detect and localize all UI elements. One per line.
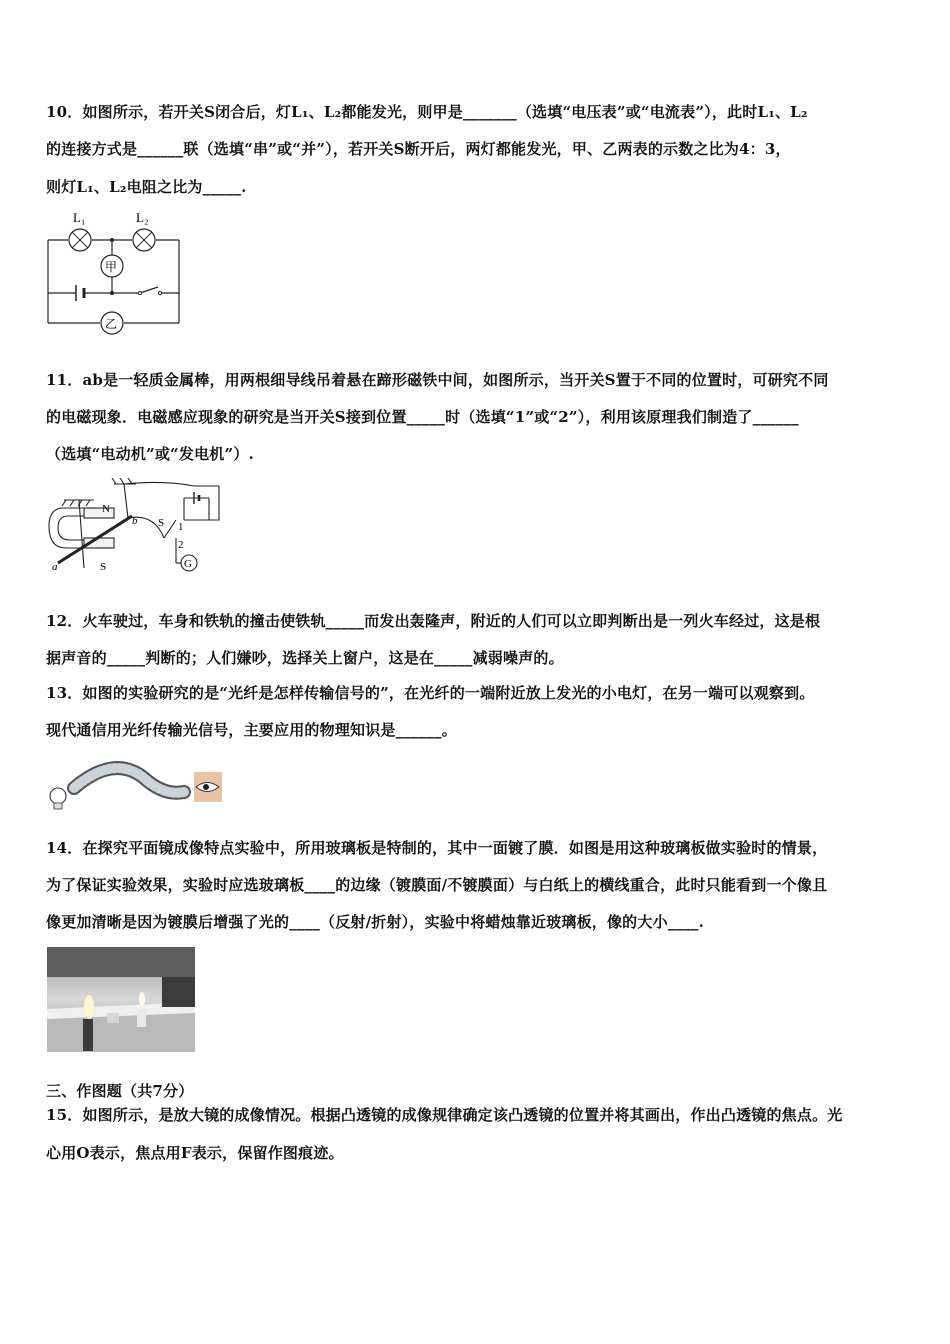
lamp-l1-icon: [69, 229, 91, 251]
q10-line-1: 10．如图所示，若开关S闭合后，灯L₁、L₂都能发光，则甲是_______（选填“电压表”或“电流表”），此时L₁、L₂: [46, 103, 808, 121]
switch-pos-2-label: 2: [178, 539, 184, 551]
q11-line-3: （选填“电动机”或“发电机”）.: [46, 445, 254, 463]
galvanometer-label: G: [184, 558, 192, 570]
q11-electromagnet-figure: [44, 478, 229, 578]
q14-line-3: 像更加清晰是因为镀膜后增强了光的____（反射/折射），实验中将蜡烛靠近玻璃板，像的大小____.: [46, 913, 705, 931]
section-3-title: 三、作图题（共7分）: [46, 1082, 194, 1100]
q15-line-1: 15．如图所示，是放大镜的成像情况。根据凸透镜的成像规律确定该凸透镜的位置并将其画出，作出凸透镜的焦点。光: [46, 1106, 843, 1124]
q10-line-2: 的连接方式是______联（选填“串”或“并”），若开关S断开后，两灯都能发光，甲、乙两表的示数之比为4：3，: [46, 140, 791, 158]
q14-line-2: 为了保证实验效果，实验时应选玻璃板____的边缘（镀膜面/不镀膜面）与白纸上的横线重合，此时只能看到一个像且: [46, 876, 828, 894]
meter-jia-label: 甲: [105, 260, 118, 274]
q14-line-1: 14．在探究平面镜成像特点实验中，所用玻璃板是特制的，其中一面镀了膜．如图是用这种玻璃板做实验时的情景，: [46, 839, 828, 857]
q14-mirror-candle-photo: [47, 947, 195, 1052]
switch-s-label: S: [158, 517, 165, 529]
lamp-l2-label: L₂: [136, 210, 149, 225]
magnet-s-label: S: [100, 561, 107, 573]
light-bulb-icon: [50, 788, 66, 809]
lamp-l1-label: L₁: [73, 210, 86, 225]
q13-line-1: 13．如图的实验研究的是“光纤是怎样传输信号的”，在光纤的一端附近放上发光的小电灯，在另一端可以观察到。: [46, 684, 815, 702]
q11-line-1: 11．ab是一轻质金属棒，用两根细导线吊着悬在蹄形磁铁中间，如图所示，当开关S置于不同的位置时，可研究不同: [46, 371, 829, 389]
q11-line-2: 的电磁现象．电磁感应现象的研究是当开关S接到位置_____时（选填“1”或“2”），利用该原理我们制造了______: [46, 408, 799, 426]
q12-line-2: 据声音的_____判断的；人们嫌吵，选择关上窗户，这是在_____减弱噪声的。: [46, 649, 564, 667]
lamp-l2-icon: [133, 229, 155, 251]
q12-line-1: 12．火车驶过，车身和铁轨的撞击使铁轨_____而发出轰隆声，附近的人们可以立即判断出是一列火车经过，这是根: [46, 612, 821, 630]
q13-line-2: 现代通信用光纤传输光信号，主要应用的物理知识是______。: [46, 721, 458, 739]
q13-optical-fiber-figure: [44, 758, 226, 814]
rod-b-label: b: [132, 515, 138, 527]
q10-circuit-figure: [40, 205, 190, 335]
meter-yi-label: 乙: [105, 317, 118, 331]
q15-line-2: 心用O表示，焦点用F表示，保留作图痕迹。: [46, 1144, 344, 1162]
magnet-n-label: N: [102, 503, 110, 515]
rod-a-label: a: [52, 561, 58, 573]
switch-pos-1-label: 1: [178, 521, 184, 533]
q10-line-3: 则灯L₁、L₂电阻之比为_____.: [46, 178, 247, 196]
eye-icon: [194, 772, 222, 802]
